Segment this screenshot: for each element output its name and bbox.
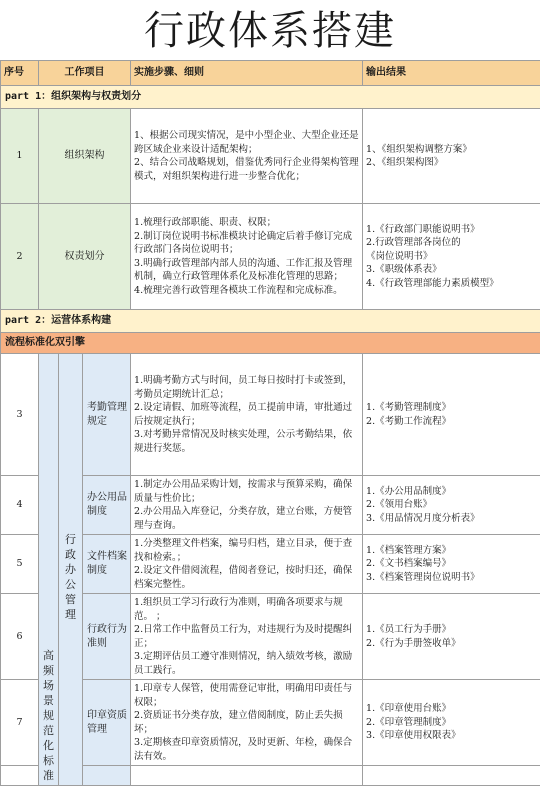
row-number: 6 bbox=[1, 594, 39, 680]
row-steps bbox=[131, 354, 363, 476]
result-line: 2.《文书档案编号》 bbox=[366, 557, 537, 571]
admin-system-table bbox=[0, 60, 540, 786]
step-line: 4.梳理完善行政管理各模块工作流程和完成标准。 bbox=[134, 284, 359, 298]
row-item: 印章资质管理 bbox=[83, 680, 131, 766]
step-line: 1.制定办公用品采购计划，按需求与预算采购，确保质量与性价比； bbox=[134, 478, 359, 505]
row-item: 考勤管理规定 bbox=[83, 354, 131, 476]
step-line: 1.分类整理文件档案，编号归档，建立目录，便于查找和检索。； bbox=[134, 537, 359, 564]
row-number: 5 bbox=[1, 535, 39, 594]
result-line: 3.《用品情况月度分析表》 bbox=[366, 512, 537, 526]
sub-row bbox=[1, 333, 540, 354]
row-steps bbox=[131, 204, 363, 310]
page-title: 行政体系搭建 bbox=[0, 0, 540, 60]
group-inner-text: 行政办公管理 bbox=[65, 532, 77, 622]
step-line: 2.制订岗位说明书标准模块讨论确定后着手修订完成行政部门各岗位说明书； bbox=[134, 230, 359, 257]
row-results bbox=[363, 354, 540, 476]
result-line: 1.《员工行为手册》 bbox=[366, 623, 537, 637]
result-line: 2.《印章管理制度》 bbox=[366, 716, 537, 730]
header-results: 输出结果 bbox=[363, 61, 540, 86]
result-line: 1.《行政部门职能说明书》 bbox=[366, 223, 537, 237]
step-line: 1.组织员工学习行政行为准则，明确各项要求与规范。 ； bbox=[134, 596, 359, 623]
row-number bbox=[1, 766, 39, 786]
group-outer-label bbox=[39, 354, 59, 786]
row-item: 权责划分 bbox=[39, 204, 131, 310]
step-line: 1、根据公司现实情况，是中小型企业、大型企业还是跨区域企业来设计适配架构； bbox=[134, 129, 359, 156]
row-results bbox=[363, 535, 540, 594]
row-number: 7 bbox=[1, 680, 39, 766]
result-line: 1.《印章使用台账》 bbox=[366, 702, 537, 716]
sub-label: 流程标准化双引擎 bbox=[1, 333, 540, 354]
result-line: 2.《领用台账》 bbox=[366, 498, 537, 512]
step-line: 2.日常工作中监督员工行为，对违规行为及时提醒纠正； bbox=[134, 623, 359, 650]
step-line: 1.梳理行政部职能、职责、权限； bbox=[134, 216, 359, 230]
row-results bbox=[363, 204, 540, 310]
group-outer-text: 高频场景规范化标准 bbox=[43, 648, 55, 783]
step-line: 1.明确考勤方式与时间，员工每日按时打卡或签到，考勤员定期统计汇总； bbox=[134, 374, 359, 401]
result-line: 3.《职级体系表》 bbox=[366, 263, 537, 277]
table-row bbox=[1, 204, 540, 310]
row-results bbox=[363, 476, 540, 535]
row-item: 办公用品制度 bbox=[83, 476, 131, 535]
row-steps bbox=[131, 766, 363, 786]
row-steps bbox=[131, 594, 363, 680]
part1-row bbox=[1, 86, 540, 109]
row-steps bbox=[131, 109, 363, 204]
result-line: 1.《考勤管理制度》 bbox=[366, 401, 537, 415]
result-line: 2.《考勤工作流程》 bbox=[366, 415, 537, 429]
header-item: 工作项目 bbox=[39, 61, 131, 86]
result-line: 2.《行为手册签收单》 bbox=[366, 637, 537, 651]
row-steps bbox=[131, 680, 363, 766]
result-line: 《岗位说明书》 bbox=[366, 250, 537, 264]
step-line: 2.设定文件借阅流程，借阅者登记，按时归还，确保档案完整性。 bbox=[134, 564, 359, 591]
row-item: 文件档案制度 bbox=[83, 535, 131, 594]
row-results bbox=[363, 766, 540, 786]
part1-label: part 1：组织架构与权责划分 bbox=[1, 86, 540, 109]
row-item: 组织架构 bbox=[39, 109, 131, 204]
part2-row bbox=[1, 310, 540, 333]
result-line: 3.《档案管理岗位说明书》 bbox=[366, 571, 537, 585]
row-steps bbox=[131, 535, 363, 594]
step-line: 3.明确行政管理部内部人员的沟通、工作汇报及管理机制，确立行政管理体系化及标准化管理的思路； bbox=[134, 257, 359, 284]
result-line: 1.《档案管理方案》 bbox=[366, 544, 537, 558]
row-number: 2 bbox=[1, 204, 39, 310]
step-line: 3.定期评估员工遵守准则情况，纳入绩效考核，激励员工践行。 bbox=[134, 650, 359, 677]
step-line: 2.资质证书分类存放，建立借阅制度，防止丢失损坏； bbox=[134, 709, 359, 736]
row-results bbox=[363, 680, 540, 766]
step-line: 3.定期核查印章资质情况，及时更新、年检，确保合法有效。 bbox=[134, 736, 359, 763]
result-line: 2.行政管理部各岗位的 bbox=[366, 236, 537, 250]
row-number: 4 bbox=[1, 476, 39, 535]
table-row bbox=[1, 354, 540, 476]
result-line: 2、《组织架构图》 bbox=[366, 156, 537, 170]
group-inner-label bbox=[59, 354, 83, 786]
result-line: 1.《办公用品制度》 bbox=[366, 485, 537, 499]
row-results bbox=[363, 109, 540, 204]
result-line: 3.《印章使用权限表》 bbox=[366, 729, 537, 743]
result-line: 4.《行政管理部能力素质模型》 bbox=[366, 277, 537, 291]
row-item: 行政行为准则 bbox=[83, 594, 131, 680]
step-line: 2.设定请假、加班等流程，员工提前申请，审批通过后按规定执行； bbox=[134, 401, 359, 428]
step-line: 2、结合公司战略规划，借鉴优秀同行企业得架构管理模式，对组织架构进行进一步整合优化； bbox=[134, 156, 359, 183]
row-number: 1 bbox=[1, 109, 39, 204]
row-number: 3 bbox=[1, 354, 39, 476]
part2-label: part 2：运营体系构建 bbox=[1, 310, 540, 333]
header-steps: 实施步骤、细则 bbox=[131, 61, 363, 86]
header-seq: 序号 bbox=[1, 61, 39, 86]
step-line: 1.印章专人保管，使用需登记审批，明确用印责任与权限； bbox=[134, 682, 359, 709]
step-line: 2.办公用品入库登记，分类存放，建立台账，方便管理与查询。 bbox=[134, 505, 359, 532]
table-row bbox=[1, 109, 540, 204]
header-row bbox=[1, 61, 540, 86]
result-line: 1、《组织架构调整方案》 bbox=[366, 143, 537, 157]
row-item bbox=[83, 766, 131, 786]
step-line: 3.对考勤异常情况及时核实处理，公示考勤结果，依规进行奖惩。 bbox=[134, 428, 359, 455]
row-steps bbox=[131, 476, 363, 535]
row-results bbox=[363, 594, 540, 680]
